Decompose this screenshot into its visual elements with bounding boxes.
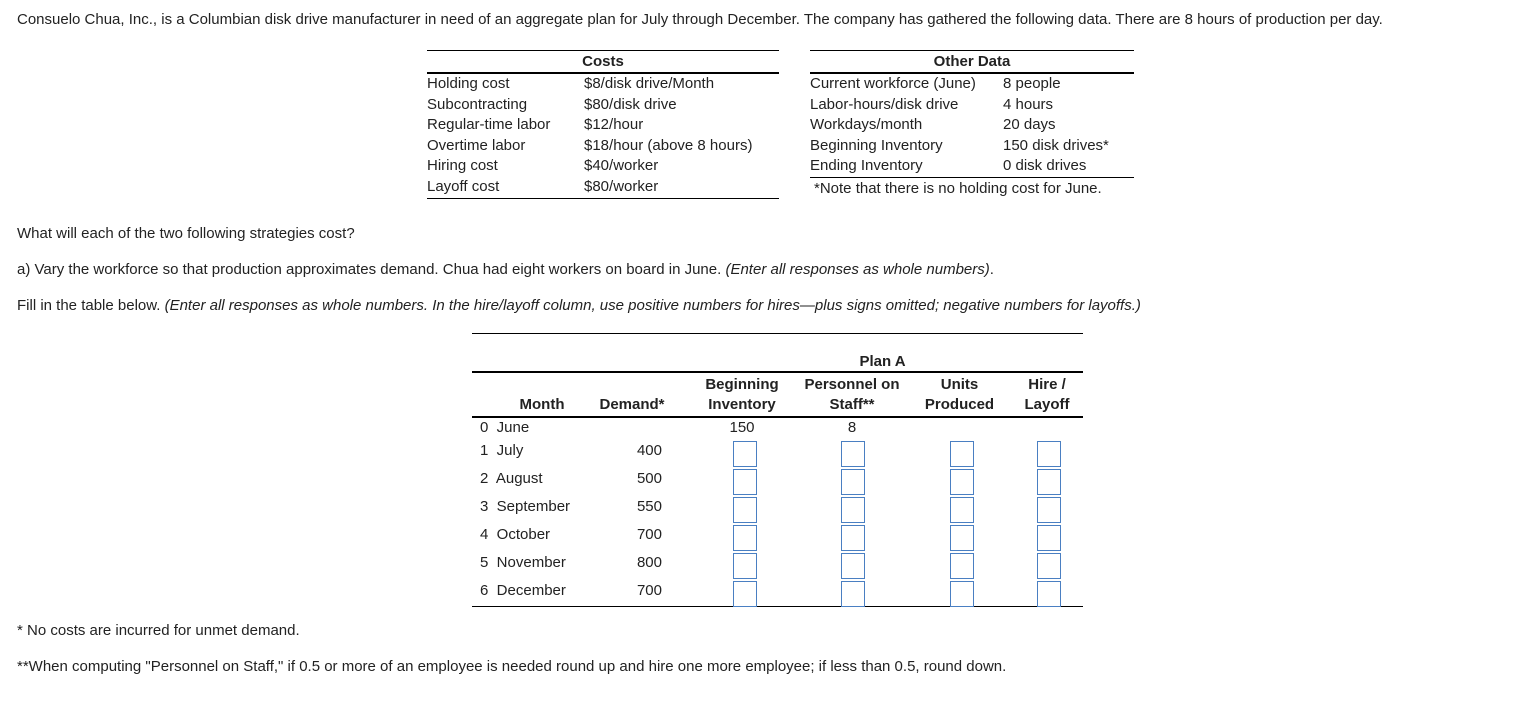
plan-header-row (472, 373, 1083, 418)
personnel-input[interactable] (841, 525, 865, 551)
footnote-unmet-demand: * No costs are incurred for unmet demand. (17, 622, 300, 639)
hire-layoff-input[interactable] (1037, 553, 1061, 579)
month-label: 3 September (480, 498, 571, 515)
units-produced-input[interactable] (950, 525, 974, 551)
personnel-input[interactable] (841, 497, 865, 523)
beginning-inventory-input[interactable] (733, 441, 757, 467)
month-label: 0 June (480, 419, 530, 436)
question-text: What will each of the two following strategies cost? (17, 225, 355, 242)
table-row: Hiring cost $40/worker (427, 157, 659, 175)
col-personnel: Personnel on Staff** (804, 376, 900, 413)
table-row: Beginning Inventory 150 disk drives* (810, 136, 1109, 154)
demand-value: 800 (636, 554, 662, 571)
units-produced-input[interactable] (950, 581, 974, 607)
other-data-header: Other Data (810, 51, 1134, 74)
personnel-input[interactable] (841, 581, 865, 607)
plan-title: Plan A (472, 352, 1083, 373)
table-row (472, 494, 1083, 522)
units-produced-input[interactable] (950, 441, 974, 467)
table-row (472, 550, 1083, 578)
hire-layoff-input[interactable] (1037, 525, 1061, 551)
hire-layoff-input[interactable] (1037, 441, 1061, 467)
col-demand: Demand* (599, 396, 665, 413)
footnote-personnel: **When computing "Personnel on Staff," if 0.5 or more of an employee is needed round up and hire one more employee; if less than 0.5, round down. (17, 658, 1007, 675)
demand-value: 550 (636, 498, 662, 515)
month-label: 1 July (480, 442, 524, 459)
table-row: Ending Inventory 0 disk drives (810, 157, 1087, 175)
col-hire-layoff: Hire / Layoff (1024, 376, 1070, 413)
table-row (472, 522, 1083, 550)
table-row: Overtime labor $18/hour (above 8 hours) (427, 136, 753, 154)
month-label: 5 November (480, 554, 566, 571)
fill-instructions: Fill in the table below. (Enter all responses as whole numbers. In the hire/layoff column, use positive numbers for hires—plus signs omitted; negative numbers for layoffs.) (17, 297, 1141, 314)
beginning-inventory-input[interactable] (733, 525, 757, 551)
costs-table (427, 50, 779, 199)
table-row (472, 578, 1083, 606)
beginning-inventory-input[interactable] (733, 553, 757, 579)
personnel-input[interactable] (841, 469, 865, 495)
personnel-value: 8 (847, 419, 857, 436)
units-produced-input[interactable] (950, 553, 974, 579)
other-data-table (810, 50, 1134, 199)
hire-layoff-input[interactable] (1037, 581, 1061, 607)
beginning-inventory-input[interactable] (733, 469, 757, 495)
table-row (472, 466, 1083, 494)
units-produced-input[interactable] (950, 469, 974, 495)
holding-cost-note: *Note that there is no holding cost for June. (814, 179, 1102, 197)
table-row: Current workforce (June) 8 people (810, 75, 1061, 92)
costs-header: Costs (427, 51, 779, 74)
divider (472, 333, 1083, 334)
col-beginning-inventory: Beginning Inventory (705, 376, 779, 413)
table-row (472, 418, 1083, 438)
plan-a-table (472, 352, 1083, 607)
problem-intro: Consuelo Chua, Inc., is a Columbian disk drive manufacturer in need of an aggregate plan for July through December. The company has gathered the following data. There are 8 hours of production per day. (17, 11, 1383, 28)
demand-value: 500 (636, 470, 662, 487)
demand-value: 700 (636, 526, 662, 543)
month-label: 6 December (480, 582, 566, 599)
demand-value: 700 (636, 582, 662, 599)
units-produced-input[interactable] (950, 497, 974, 523)
table-row: Workdays/month 20 days (810, 116, 1056, 134)
table-row: Holding cost $8/disk drive/Month (427, 75, 715, 92)
table-row: Layoff cost $80/worker (427, 177, 659, 195)
hire-layoff-input[interactable] (1037, 469, 1061, 495)
month-label: 4 October (480, 526, 551, 543)
personnel-input[interactable] (841, 553, 865, 579)
month-label: 2 August (480, 470, 543, 487)
col-units-produced: Units Produced (924, 376, 995, 413)
table-row: Subcontracting $80/disk drive (427, 95, 677, 113)
table-row: Labor-hours/disk drive 4 hours (810, 95, 1054, 113)
table-row: Regular-time labor $12/hour (427, 116, 644, 134)
part-a-text: a) Vary the workforce so that production approximates demand. Chua had eight workers on board in June. (Enter all responses as whole numbers). (17, 261, 994, 278)
beginning-inventory-value: 150 (729, 419, 755, 436)
col-month: Month (519, 396, 565, 413)
hire-layoff-input[interactable] (1037, 497, 1061, 523)
demand-value: 400 (636, 442, 662, 459)
beginning-inventory-input[interactable] (733, 497, 757, 523)
personnel-input[interactable] (841, 441, 865, 467)
table-row (472, 438, 1083, 466)
beginning-inventory-input[interactable] (733, 581, 757, 607)
